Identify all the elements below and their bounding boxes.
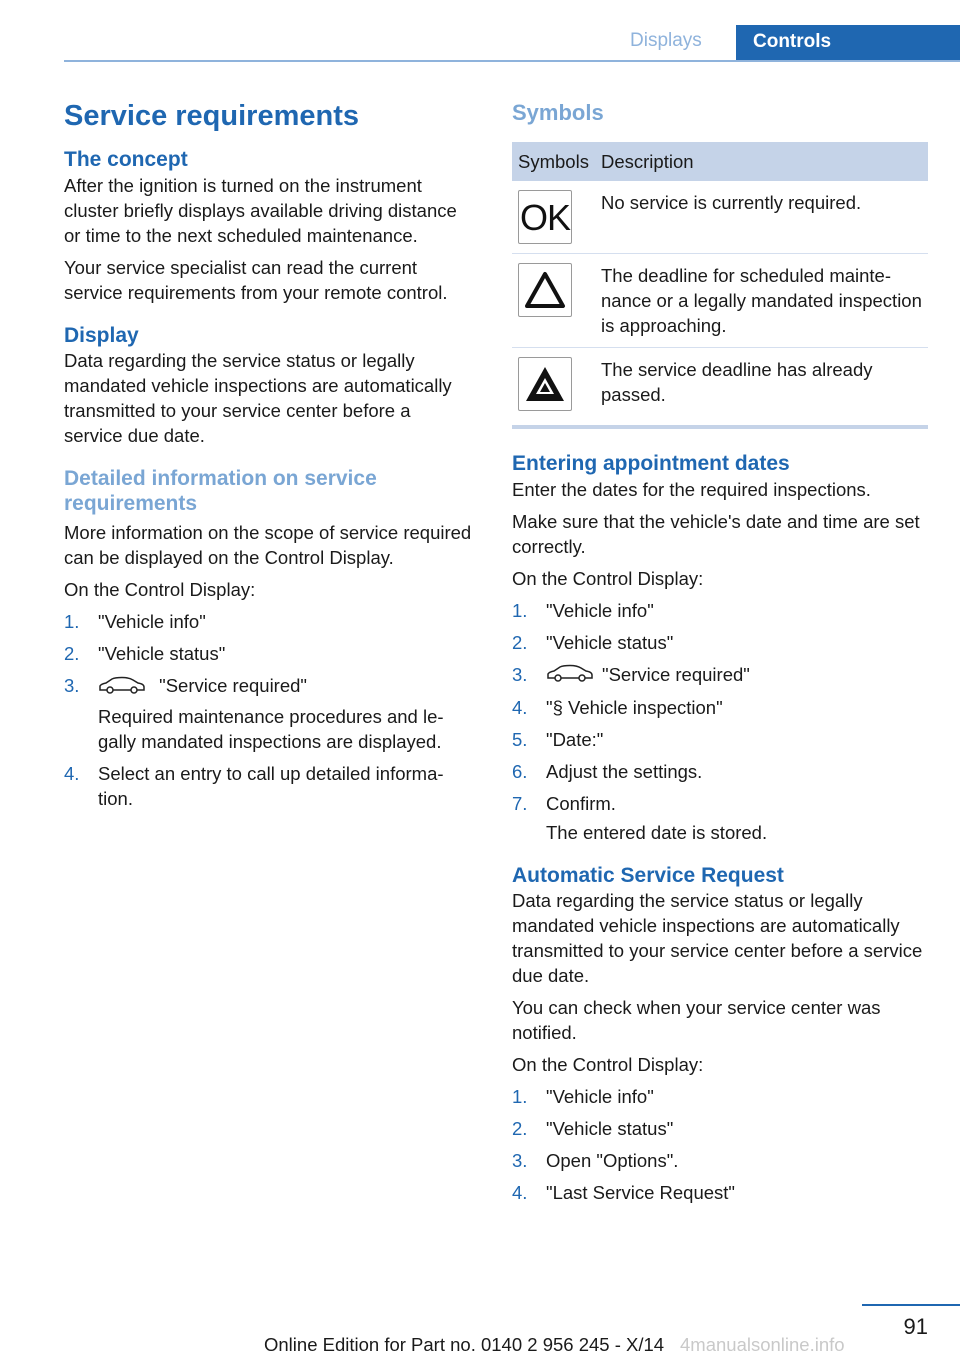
- car-icon: [546, 663, 594, 688]
- asr-steps-list: [512, 1084, 928, 1205]
- description-cell: No service is currently required.: [595, 181, 928, 254]
- detailed-paragraph-2: On the Control Display:: [64, 579, 256, 601]
- appointment-steps-list: [512, 598, 928, 846]
- step-number: 3.: [512, 663, 528, 685]
- asr-paragraph-2: You can check when your service center was notified.: [512, 997, 881, 1044]
- appointment-heading: Entering appointment dates: [512, 452, 790, 476]
- symbols-heading: Symbols: [512, 100, 604, 125]
- list-item: [512, 630, 928, 655]
- watermark: 4manualsonline.info: [680, 1334, 845, 1355]
- description-cell: The service deadline has already passed.: [595, 348, 928, 428]
- section-concept: [64, 147, 472, 304]
- edition-text: Online Edition for Part no. 0140 2 956 245 - X/14: [264, 1334, 665, 1355]
- step-number: 2.: [512, 1118, 528, 1140]
- list-item: [64, 609, 472, 634]
- table-row: [512, 181, 928, 254]
- step-text: "§ Vehicle inspection": [546, 697, 723, 719]
- step-number: 2.: [512, 631, 528, 653]
- list-item: [512, 727, 928, 752]
- footer-rule: [862, 1304, 960, 1306]
- header-rule: [64, 60, 960, 62]
- appointment-paragraph-1: Enter the dates for the required inspections.: [512, 478, 871, 500]
- ok-icon: [518, 190, 572, 244]
- asr-heading: Automatic Service Request: [512, 864, 784, 888]
- left-column: [64, 100, 472, 818]
- right-column: [512, 100, 928, 1212]
- step-subtext: Required maintenance procedures and legally mandated inspections are displayed.: [98, 705, 444, 752]
- list-item: [512, 791, 928, 845]
- list-item: [512, 662, 928, 689]
- step-text: "Vehicle info": [546, 599, 654, 621]
- header-tab-controls: Controls: [736, 25, 960, 62]
- step-text: "Vehicle info": [546, 1086, 654, 1108]
- step-text: Adjust the settings.: [546, 761, 703, 783]
- list-item: [64, 673, 472, 754]
- detailed-paragraph-1: More information on the scope of service required can be displayed on the Control Display.: [64, 522, 472, 569]
- symbol-cell: [512, 181, 595, 254]
- page-title: Service requirements: [64, 100, 359, 132]
- symbol-cell: [512, 348, 595, 428]
- warning-triangle-filled-icon: [518, 357, 572, 411]
- step-number: 2.: [64, 643, 80, 665]
- list-item: [512, 1180, 928, 1205]
- step-text: "Vehicle status": [546, 631, 674, 653]
- warning-triangle-outline-icon: [518, 263, 572, 317]
- ok-icon-label: OK: [519, 196, 570, 238]
- step-number: 6.: [512, 761, 528, 783]
- display-paragraph-1: Data regarding the service status or legally mandated vehicle inspections are automatically transmitted to your service center before a service due date.: [64, 349, 452, 446]
- detailed-steps-list: [64, 609, 472, 811]
- page-number: 91: [903, 1314, 928, 1339]
- detailed-heading: Detailed information on service requirements: [64, 466, 377, 515]
- step-text: Select an entry to call up detailed information.: [98, 762, 444, 809]
- step-subtext: The entered date is stored.: [546, 822, 768, 844]
- description-cell: The deadline for scheduled maintenance or a legally mandated inspection is approaching.: [595, 254, 928, 348]
- symbols-table: [512, 142, 928, 429]
- section-display: [64, 323, 472, 448]
- step-number: 4.: [512, 697, 528, 719]
- asr-paragraph-3: On the Control Display:: [512, 1054, 704, 1076]
- table-row: [512, 348, 928, 428]
- section-appointment: [512, 451, 928, 845]
- list-item: [512, 1116, 928, 1141]
- list-item: [512, 598, 928, 623]
- concept-paragraph-2: Your service specialist can read the current service requirements from your remote control.: [64, 256, 448, 303]
- list-item: [512, 1084, 928, 1109]
- appointment-paragraph-3: On the Control Display:: [512, 567, 704, 589]
- concept-paragraph-1: After the ignition is turned on the instrument cluster briefly displays available driving distance or time to the next scheduled maintenance.: [64, 174, 457, 246]
- appointment-paragraph-2: Make sure that the vehicle's date and time are set correctly.: [512, 510, 920, 557]
- section-automatic-service-request: [512, 863, 928, 1205]
- step-text: "Last Service Request": [546, 1182, 735, 1204]
- table-row: [512, 254, 928, 348]
- list-item: [64, 641, 472, 666]
- list-item: [64, 761, 472, 811]
- symbol-cell: [512, 254, 595, 348]
- asr-paragraph-1: Data regarding the service status or legally mandated vehicle inspections are automatically transmitted to your service center before a service due date.: [512, 890, 923, 987]
- step-number: 4.: [64, 762, 80, 784]
- step-text: "Vehicle status": [546, 1118, 674, 1140]
- step-text: "Vehicle status": [98, 643, 226, 665]
- section-detailed-information: [64, 466, 472, 811]
- step-number: 7.: [512, 793, 528, 815]
- step-text: "Vehicle info": [98, 611, 206, 633]
- step-number: 3.: [512, 1150, 528, 1172]
- step-number: 4.: [512, 1182, 528, 1204]
- car-icon: [98, 675, 146, 700]
- table-header-row: [512, 142, 928, 181]
- step-number: 3.: [64, 675, 80, 697]
- display-heading: Display: [64, 323, 139, 347]
- step-text: Confirm.: [546, 793, 616, 815]
- list-item: [512, 695, 928, 720]
- step-text: "Date:": [546, 729, 604, 751]
- step-number: 1.: [64, 611, 80, 633]
- step-text: "Service required": [602, 663, 750, 685]
- header-tab-displays: Displays: [630, 30, 702, 51]
- table-header-symbols: Symbols: [512, 142, 595, 181]
- step-number: 1.: [512, 1086, 528, 1108]
- table-header-description: Description: [595, 142, 928, 181]
- step-number: 5.: [512, 729, 528, 751]
- list-item: [512, 759, 928, 784]
- concept-heading: The concept: [64, 148, 188, 172]
- step-number: 1.: [512, 599, 528, 621]
- step-text: Open "Options".: [546, 1150, 679, 1172]
- step-text: "Service required": [159, 675, 307, 697]
- list-item: [512, 1148, 928, 1173]
